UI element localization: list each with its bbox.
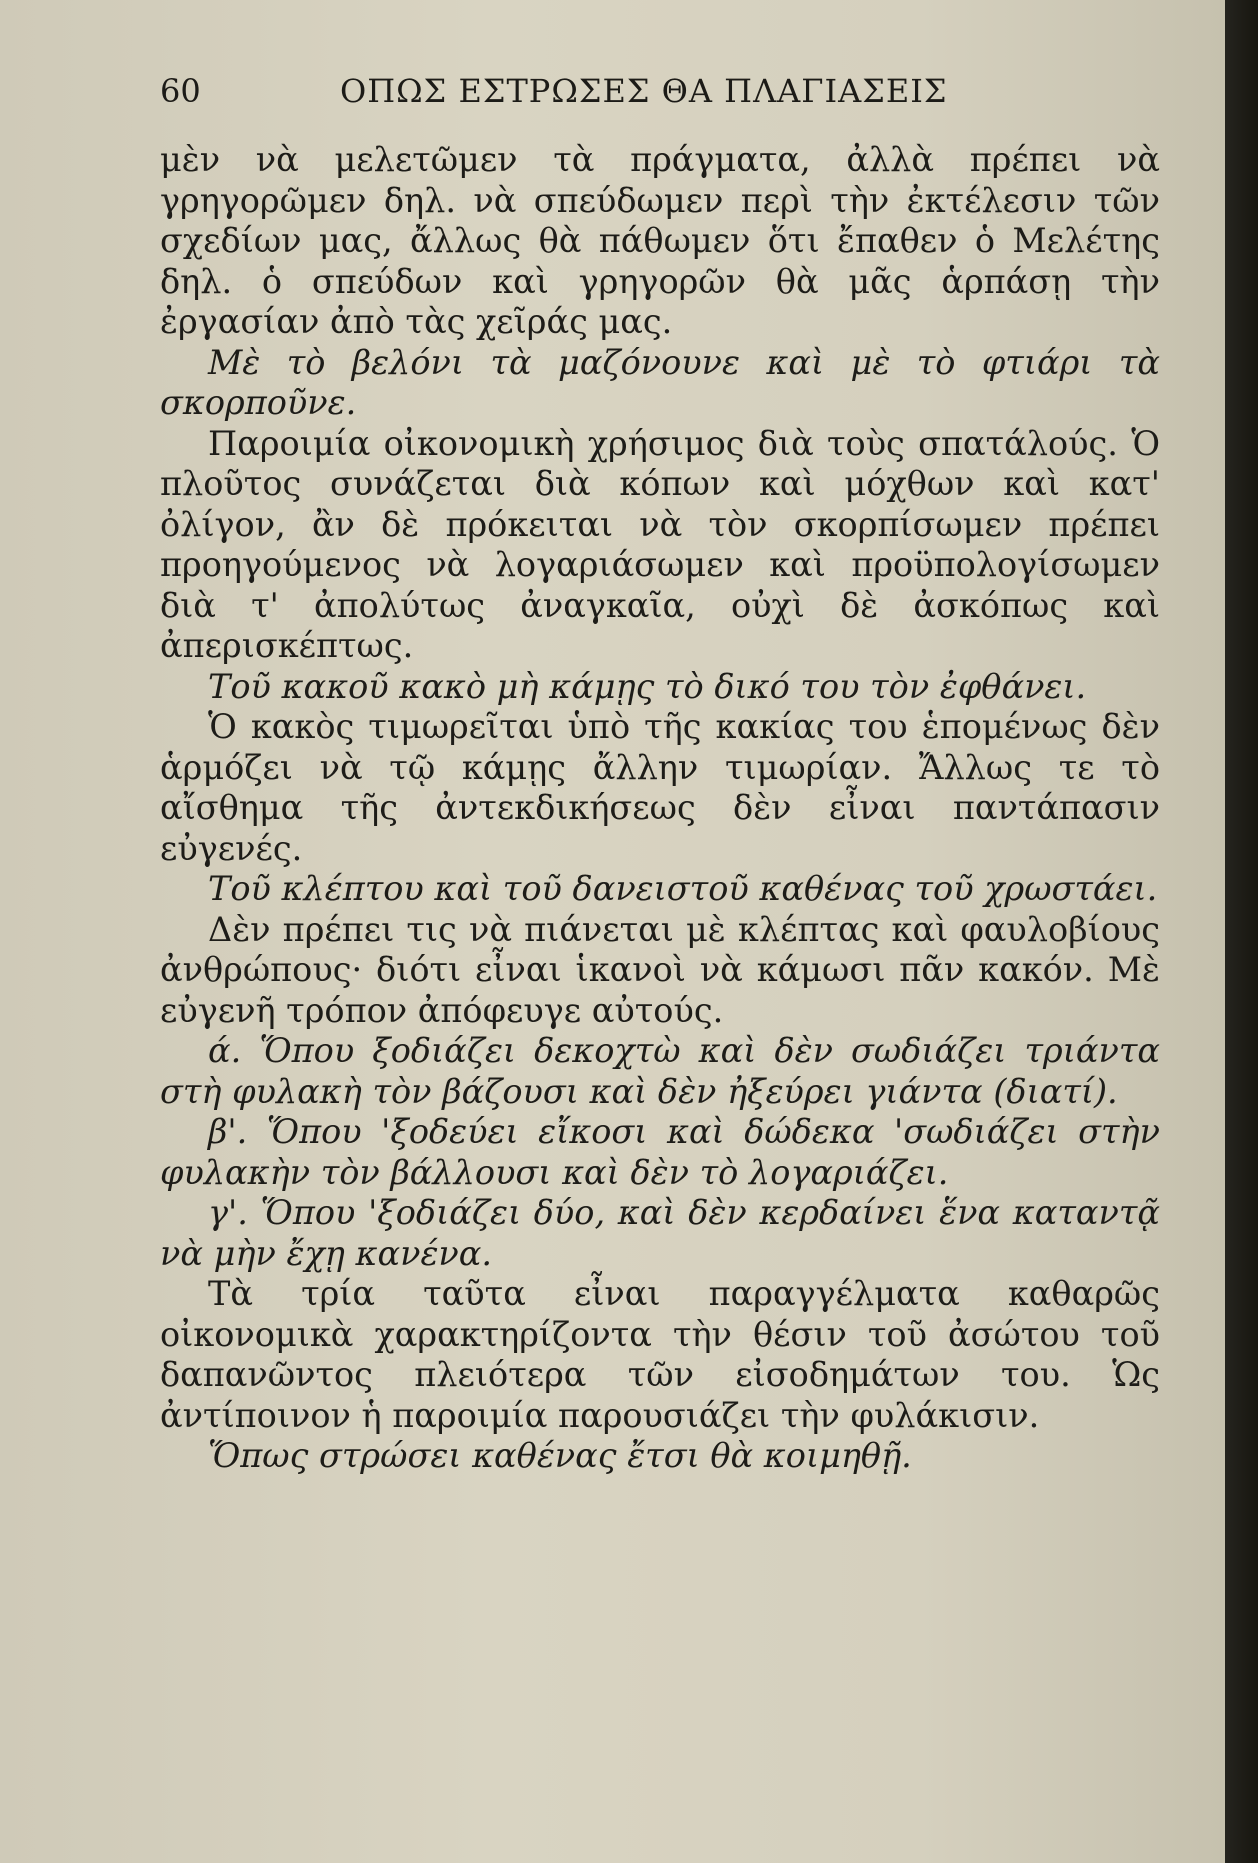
running-title: ΟΠΩΣ ΕΣΤΡΩΣΕΣ ΘΑ ΠΛΑΓΙΑΣΕΙΣ: [340, 72, 948, 110]
paragraph-continuation: μὲν νὰ μελετῶμεν τὰ πράγματα, ἀλλὰ πρέπει νὰ γρηγορῶμεν δηλ. νὰ σπεύδωμεν περὶ τὴν ἐκτέλεσιν τῶν σχεδίων μας, ἄλλως θὰ πάθωμεν ὅτι ἔπαθεν ὁ Μελέτης δηλ. ὁ σπεύδων καὶ γρηγορῶν θὰ μᾶς ἁρπάσῃ τὴν ἐργασίαν ἀπὸ τὰς χεῖράς μας.: [160, 140, 1160, 341]
proverb-title: Ὅπως στρώσει καθένας ἔτσι θὰ κοιμηθῇ.: [208, 1436, 912, 1475]
proverb-evil: Τοῦ κακοῦ κακὸ μὴ κάμῃς τὸ δικό του τὸν ἐφθάνει.: [208, 666, 1087, 706]
saying-b: β'. Ὅπου 'ξοδεύει εἴκοσι καὶ δώδεκα 'σωδιάζει στὴν φυλακὴν τὸν βάλλουσι καὶ δὲν τὸ λογαριάζει.: [160, 1112, 1160, 1192]
running-head: [160, 72, 1060, 120]
paragraph-thieves: Δὲν πρέπει τις νὰ πιάνεται μὲ κλέπτας καὶ φαυλοβίους ἀνθρώπους· διότι εἶναι ἱκανοὶ νὰ κάμωσι πᾶν κακόν. Μὲ εὐγενῆ τρόπον ἀπόφευγε αὐτούς.: [160, 909, 1160, 1030]
paragraph-precepts: Τὰ τρία ταῦτα εἶναι παραγγέλματα καθαρῶς οἰκονομικὰ χαρακτηρίζοντα τὴν θέσιν τοῦ ἀσώτου τοῦ δαπανῶντος πλειότερα τῶν εἰσοδημάτων του. Ὡς ἀντίποινον ἡ παροιμία παρουσιάζει τὴν φυλάκισιν.: [160, 1274, 1160, 1435]
saying-a: ά. Ὅπου ξοδιάζει δεκοχτὼ καὶ δὲν σωδιάζει τριάντα στὴ φυλακὴ τὸν βάζουσι καὶ δὲν ἠξεύρει γιάντα (διατί).: [160, 1031, 1160, 1111]
proverb-needle-shovel: Μὲ τὸ βελόνι τὰ μαζόνουνε καὶ μὲ τὸ φτιάρι τὰ σκορποῦνε.: [160, 342, 1160, 422]
paragraph-evil: Ὁ κακὸς τιμωρεῖται ὑπὸ τῆς κακίας του ἑπομένως δὲν ἁρμόζει νὰ τῷ κάμῃς ἄλλην τιμωρίαν. Ἄλλως τε τὸ αἴσθημα τῆς ἀντεκδικήσεως δὲν εἶναι παντάπασιν εὐγενές.: [160, 707, 1160, 868]
proverb-thief-lender: Τοῦ κλέπτου καὶ τοῦ δανειστοῦ καθένας τοῦ χρωστάει.: [208, 869, 1158, 908]
paragraph-wealth: Παροιμία οἰκονομικὴ χρήσιμος διὰ τοὺς σπατάλούς. Ὁ πλοῦτος συνάζεται διὰ κόπων καὶ μόχθων καὶ κατ' ὀλίγον, ἂν δὲ πρόκειται νὰ τὸν σκορπίσωμεν πρέπει προηγούμενος νὰ λογαριάσωμεν καὶ προϋπολογίσωμεν διὰ τ' ἀπολύτως ἀναγκαῖα, οὐχὶ δὲ ἀσκόπως καὶ ἀπερισκέπτως.: [160, 423, 1160, 665]
page-text: [160, 140, 1160, 1477]
book-spine-shadow: [1225, 0, 1258, 1863]
page-number: 60: [160, 72, 201, 110]
saying-c: γ'. Ὅπου 'ξοδιάζει δύο, καὶ δὲν κερδαίνει ἕνα καταντᾷ νὰ μὴν ἔχῃ κανένα.: [160, 1193, 1160, 1273]
